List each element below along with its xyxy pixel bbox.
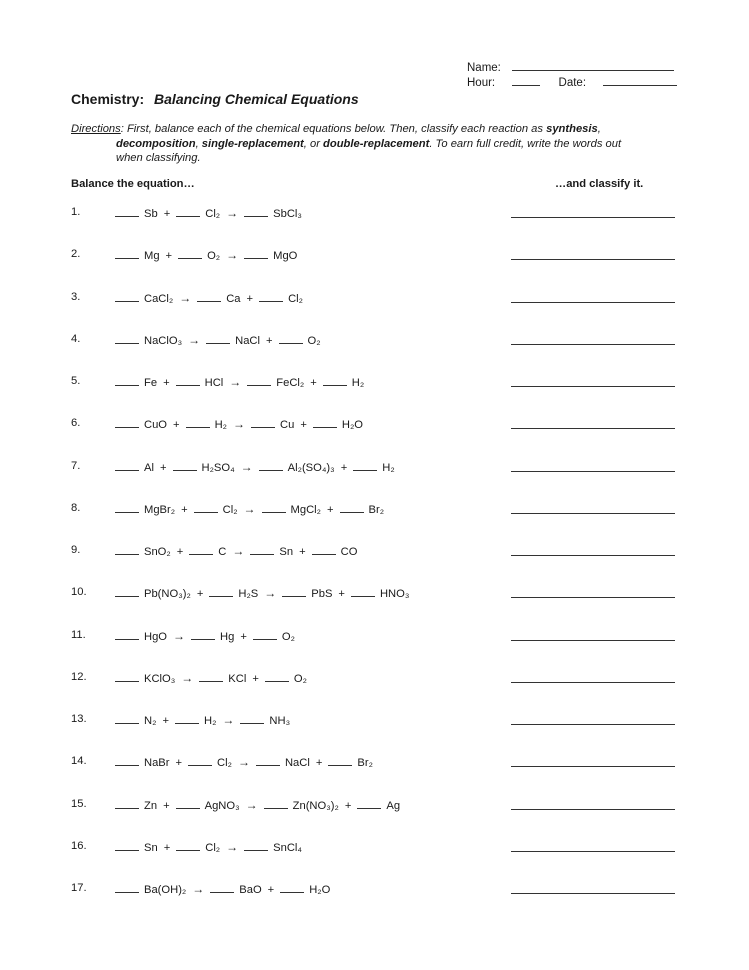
chemical-formula: Mg	[144, 250, 160, 263]
classification-answer-line[interactable]	[511, 217, 675, 218]
coefficient-blank[interactable]	[340, 502, 364, 513]
plus-sign: +	[165, 250, 173, 263]
plus-sign: +	[181, 503, 188, 516]
classification-answer-line[interactable]	[511, 597, 675, 598]
coefficient-blank[interactable]	[256, 755, 280, 766]
coefficient-blank[interactable]	[313, 417, 337, 428]
chemical-formula: MgO	[273, 250, 298, 263]
chemical-formula: Cl₂	[217, 757, 232, 770]
chemical-formula: Br₂	[357, 757, 373, 770]
equation-body	[115, 798, 406, 812]
equation-body	[115, 206, 308, 220]
chemical-formula: HCl	[204, 377, 224, 389]
classification-answer-line[interactable]	[511, 640, 675, 641]
chemical-formula: Hg	[220, 630, 235, 643]
chemical-formula: Cl₂	[288, 292, 303, 305]
right-arrow-icon: →	[179, 290, 192, 305]
coefficient-blank[interactable]	[175, 713, 199, 724]
coefficient-blank[interactable]	[197, 291, 221, 302]
equation-number: 2.	[71, 248, 81, 261]
plus-sign: +	[163, 841, 171, 854]
plus-sign: +	[246, 292, 254, 305]
equation-body	[115, 586, 415, 600]
directions	[71, 122, 696, 166]
plus-sign: +	[315, 757, 323, 770]
plus-sign: +	[162, 715, 169, 727]
coefficient-blank[interactable]	[240, 713, 264, 724]
chemical-formula: H₂	[351, 377, 365, 389]
right-arrow-icon: →	[222, 713, 235, 727]
right-arrow-icon: →	[245, 797, 258, 812]
classification-answer-line[interactable]	[511, 555, 675, 556]
chemical-formula: HgO	[144, 630, 168, 643]
chemical-formula: Ca	[226, 292, 241, 305]
equation-body	[115, 671, 313, 685]
equation-body	[115, 248, 303, 262]
equation-row	[0, 629, 749, 645]
chemical-formula: O₂	[293, 672, 307, 685]
equation-row	[0, 586, 749, 602]
plus-sign: +	[159, 461, 167, 474]
coefficient-blank[interactable]	[115, 460, 139, 471]
name-field	[467, 62, 674, 74]
coefficient-blank[interactable]	[115, 417, 139, 428]
plus-sign: +	[240, 630, 247, 643]
coefficient-blank[interactable]	[115, 882, 139, 893]
equation-row	[0, 713, 749, 729]
coefficient-blank[interactable]	[191, 629, 215, 640]
classification-answer-line[interactable]	[511, 302, 675, 303]
coefficient-blank[interactable]	[115, 333, 139, 344]
right-arrow-icon: →	[232, 544, 245, 558]
plus-sign: +	[175, 757, 183, 770]
equation-number: 13.	[71, 713, 87, 725]
directions-decomposition: decomposition	[116, 137, 196, 150]
classification-answer-line[interactable]	[511, 386, 675, 387]
chemical-formula: NaBr	[144, 757, 170, 770]
right-arrow-icon: →	[264, 586, 277, 601]
chemical-formula: NH₃	[269, 715, 291, 727]
coefficient-blank[interactable]	[115, 586, 139, 597]
right-arrow-icon: →	[226, 206, 239, 220]
plus-sign: +	[163, 208, 171, 220]
chemical-formula: H₂	[214, 419, 227, 432]
directions-lead: Directions	[71, 123, 121, 135]
chemical-formula: CO	[340, 546, 358, 558]
coefficient-blank[interactable]	[115, 375, 139, 386]
equation-number: 17.	[71, 882, 87, 894]
coefficient-blank[interactable]	[188, 755, 212, 766]
date-blank[interactable]	[603, 84, 677, 86]
classification-answer-line[interactable]	[511, 809, 675, 810]
chemical-formula: SnO₂	[144, 546, 171, 558]
coefficient-blank[interactable]	[312, 544, 336, 555]
coefficient-blank[interactable]	[244, 840, 268, 851]
coefficient-blank[interactable]	[247, 375, 271, 386]
chemical-formula: Fe	[144, 377, 158, 389]
equation-row	[0, 840, 749, 856]
directions-line-2	[71, 137, 696, 152]
chemical-formula: CaCl₂	[144, 292, 174, 305]
equation-body	[115, 333, 327, 347]
equation-row	[0, 671, 749, 687]
chemical-formula: FeCl₂	[276, 377, 305, 389]
right-arrow-icon: →	[226, 839, 239, 854]
date-label: Date:	[558, 77, 587, 89]
equation-body	[115, 713, 296, 727]
right-arrow-icon: →	[237, 755, 250, 770]
chemical-formula: KClO₃	[144, 672, 176, 685]
chemical-formula: NaClO₃	[144, 334, 183, 347]
coefficient-blank[interactable]	[176, 206, 200, 217]
classification-answer-line[interactable]	[511, 344, 675, 345]
plus-sign: +	[163, 377, 170, 389]
plus-sign: +	[340, 461, 348, 474]
equation-number: 16.	[71, 839, 87, 852]
equation-body	[115, 840, 308, 854]
equation-row	[0, 375, 749, 391]
chemical-formula: Cl₂	[205, 841, 221, 854]
directions-line-3: when classifying.	[116, 152, 201, 164]
chemical-formula: KCl	[228, 672, 247, 685]
coefficient-blank[interactable]	[250, 544, 274, 555]
title-subtitle: Balancing Chemical Equations	[154, 91, 359, 107]
right-arrow-icon: →	[240, 459, 253, 474]
hour-blank[interactable]	[512, 84, 540, 86]
chemical-formula: Cl₂	[222, 503, 238, 516]
coefficient-blank[interactable]	[328, 755, 352, 766]
right-arrow-icon: →	[173, 628, 186, 643]
plus-sign: +	[267, 884, 275, 896]
hour-date-field	[467, 77, 677, 89]
right-arrow-icon: →	[229, 375, 242, 389]
chemical-formula: SnCl₄	[273, 841, 302, 854]
directions-single: single-replacement	[201, 137, 304, 150]
coefficient-blank[interactable]	[210, 882, 234, 893]
right-arrow-icon: →	[181, 670, 194, 685]
chemical-formula: O₂	[307, 334, 321, 347]
right-arrow-icon: →	[192, 882, 205, 896]
coefficient-blank[interactable]	[259, 291, 283, 302]
plus-sign: +	[338, 588, 345, 601]
plus-sign: +	[300, 419, 307, 432]
classification-answer-line[interactable]	[511, 893, 675, 894]
equation-row	[0, 333, 749, 349]
classification-answer-line[interactable]	[511, 766, 675, 767]
right-arrow-icon: →	[226, 248, 239, 263]
coefficient-blank[interactable]	[186, 417, 210, 428]
name-label: Name:	[467, 62, 501, 74]
plus-sign: +	[252, 672, 259, 685]
classification-answer-line[interactable]	[511, 682, 675, 683]
coefficient-blank[interactable]	[351, 586, 375, 597]
chemical-formula: O₂	[281, 630, 295, 643]
chemical-formula: Cu	[280, 419, 295, 432]
classification-answer-line[interactable]	[511, 724, 675, 725]
coefficient-blank[interactable]	[176, 375, 200, 386]
equation-body	[115, 291, 309, 305]
equation-body	[115, 755, 379, 769]
coefficient-blank[interactable]	[244, 206, 268, 217]
equation-number: 7.	[71, 459, 81, 472]
equation-number: 8.	[71, 501, 81, 514]
right-arrow-icon: →	[233, 417, 245, 432]
coefficient-blank[interactable]	[279, 333, 303, 344]
coefficient-blank[interactable]	[244, 248, 268, 259]
chemical-formula: Al₂(SO₄)₃	[287, 461, 335, 474]
chemical-formula: Ba(OH)₂	[144, 884, 187, 896]
equation-number: 15.	[71, 797, 87, 810]
chemical-formula: Ag	[386, 799, 401, 812]
chemical-formula: Sn	[144, 841, 158, 854]
chemical-formula: BaO	[239, 884, 262, 896]
equation-row	[0, 882, 749, 898]
coefficient-blank[interactable]	[282, 586, 306, 597]
chemical-formula: HNO₃	[379, 588, 410, 601]
equation-number: 14.	[71, 755, 87, 768]
chemical-formula: CuO	[144, 419, 168, 432]
plus-sign: +	[173, 419, 180, 432]
chemical-formula: Pb(NO₃)₂	[144, 588, 191, 601]
chemical-formula: H₂	[203, 715, 217, 727]
coefficient-blank[interactable]	[280, 882, 304, 893]
plus-sign: +	[266, 334, 273, 347]
equation-number: 12.	[71, 670, 87, 683]
equation-row	[0, 755, 749, 771]
classification-answer-line[interactable]	[511, 513, 675, 514]
coefficient-blank[interactable]	[253, 629, 277, 640]
chemical-formula: MgCl₂	[290, 503, 321, 516]
coefficient-blank[interactable]	[353, 460, 377, 471]
page-title	[71, 91, 359, 107]
coefficient-blank[interactable]	[251, 417, 275, 428]
coefficient-blank[interactable]	[173, 460, 197, 471]
coefficient-blank[interactable]	[323, 375, 347, 386]
coefficient-blank[interactable]	[115, 840, 139, 851]
column-header-balance: Balance the equation…	[71, 178, 195, 190]
coefficient-blank[interactable]	[209, 586, 233, 597]
chemical-formula: PbS	[311, 588, 333, 601]
plus-sign: +	[344, 799, 352, 812]
equation-body	[115, 544, 363, 558]
coefficient-blank[interactable]	[115, 798, 139, 809]
equation-number: 10.	[71, 586, 87, 599]
coefficient-blank[interactable]	[115, 713, 139, 724]
coefficient-blank[interactable]	[115, 206, 139, 217]
directions-double: double-replacement	[323, 137, 430, 150]
coefficient-blank[interactable]	[115, 291, 139, 302]
directions-or: , or	[303, 137, 324, 150]
directions-text-2: . To earn full credit, write the words out	[429, 137, 622, 150]
column-header-classify: …and classify it.	[555, 178, 644, 190]
plus-sign: +	[163, 799, 170, 812]
equation-number: 5.	[71, 375, 81, 387]
chemical-formula: C	[218, 546, 227, 558]
classification-answer-line[interactable]	[511, 428, 675, 429]
coefficient-blank[interactable]	[115, 671, 139, 682]
coefficient-blank[interactable]	[206, 333, 230, 344]
equation-body	[115, 629, 301, 643]
hour-label: Hour:	[467, 77, 496, 89]
coefficient-blank[interactable]	[194, 502, 218, 513]
coefficient-blank[interactable]	[264, 798, 288, 809]
equation-row	[0, 417, 749, 433]
coefficient-blank[interactable]	[189, 544, 213, 555]
equation-number: 3.	[71, 290, 81, 303]
name-blank[interactable]	[512, 69, 674, 71]
title-main: Chemistry:	[71, 91, 145, 107]
coefficient-blank[interactable]	[262, 502, 286, 513]
directions-text-1: : First, balance each of the chemical equations below. Then, classify each reaction as	[120, 123, 547, 135]
chemical-formula: H₂	[382, 461, 395, 474]
coefficient-blank[interactable]	[199, 671, 223, 682]
equation-number: 4.	[71, 332, 81, 345]
equation-row	[0, 460, 749, 476]
chemical-formula: SbCl₃	[273, 208, 302, 220]
equation-body	[115, 375, 370, 389]
equation-row	[0, 248, 749, 264]
right-arrow-icon: →	[243, 501, 256, 516]
plus-sign: +	[327, 503, 334, 516]
equation-number: 6.	[71, 417, 81, 430]
equation-row	[0, 544, 749, 560]
equation-row	[0, 206, 749, 222]
chemical-formula: Zn(NO₃)₂	[292, 799, 339, 812]
coefficient-blank[interactable]	[115, 755, 139, 766]
coefficient-blank[interactable]	[265, 671, 289, 682]
equation-number: 1.	[71, 206, 81, 218]
equation-row	[0, 291, 749, 307]
plus-sign: +	[299, 546, 306, 558]
coefficient-blank[interactable]	[115, 629, 139, 640]
equation-row	[0, 502, 749, 518]
equation-row	[0, 798, 749, 814]
chemical-formula: N₂	[144, 715, 157, 727]
directions-synthesis: synthesis	[546, 123, 598, 135]
chemical-formula: NaCl	[284, 757, 310, 770]
coefficient-blank[interactable]	[357, 798, 381, 809]
chemical-formula: MgBr₂	[144, 503, 176, 516]
chemical-formula: Cl₂	[205, 208, 221, 220]
chemical-formula: H₂O	[309, 884, 331, 896]
chemical-formula: O₂	[207, 250, 221, 263]
equation-body	[115, 502, 390, 516]
equation-number: 9.	[71, 544, 81, 556]
equation-number: 11.	[71, 628, 86, 641]
plus-sign: +	[196, 588, 204, 601]
chemical-formula: NaCl	[235, 334, 260, 347]
chemical-formula: AgNO₃	[204, 799, 240, 812]
classification-answer-line[interactable]	[511, 259, 675, 260]
chemical-formula: H₂S	[238, 588, 259, 601]
coefficient-blank[interactable]	[115, 502, 139, 513]
coefficient-blank[interactable]	[176, 840, 200, 851]
coefficient-blank[interactable]	[178, 248, 202, 259]
classification-answer-line[interactable]	[511, 851, 675, 852]
chemical-formula: H₂O	[341, 419, 363, 432]
classification-answer-line[interactable]	[511, 471, 675, 472]
chemical-formula: Al	[144, 461, 154, 474]
equation-body	[115, 460, 401, 474]
coefficient-blank[interactable]	[176, 798, 200, 809]
coefficient-blank[interactable]	[259, 460, 283, 471]
chemical-formula: Sb	[144, 208, 158, 220]
plus-sign: +	[310, 377, 317, 389]
equation-body	[115, 882, 336, 896]
directions-comma-1: ,	[597, 123, 601, 135]
chemical-formula: H₂SO₄	[201, 461, 235, 474]
chemical-formula: Sn	[279, 546, 294, 558]
coefficient-blank[interactable]	[115, 544, 139, 555]
right-arrow-icon: →	[188, 332, 201, 347]
chemical-formula: Br₂	[368, 503, 385, 516]
plus-sign: +	[176, 546, 184, 558]
coefficient-blank[interactable]	[115, 248, 139, 259]
chemical-formula: Zn	[144, 799, 158, 812]
directions-comma-2: ,	[195, 137, 202, 150]
equation-body	[115, 417, 369, 431]
